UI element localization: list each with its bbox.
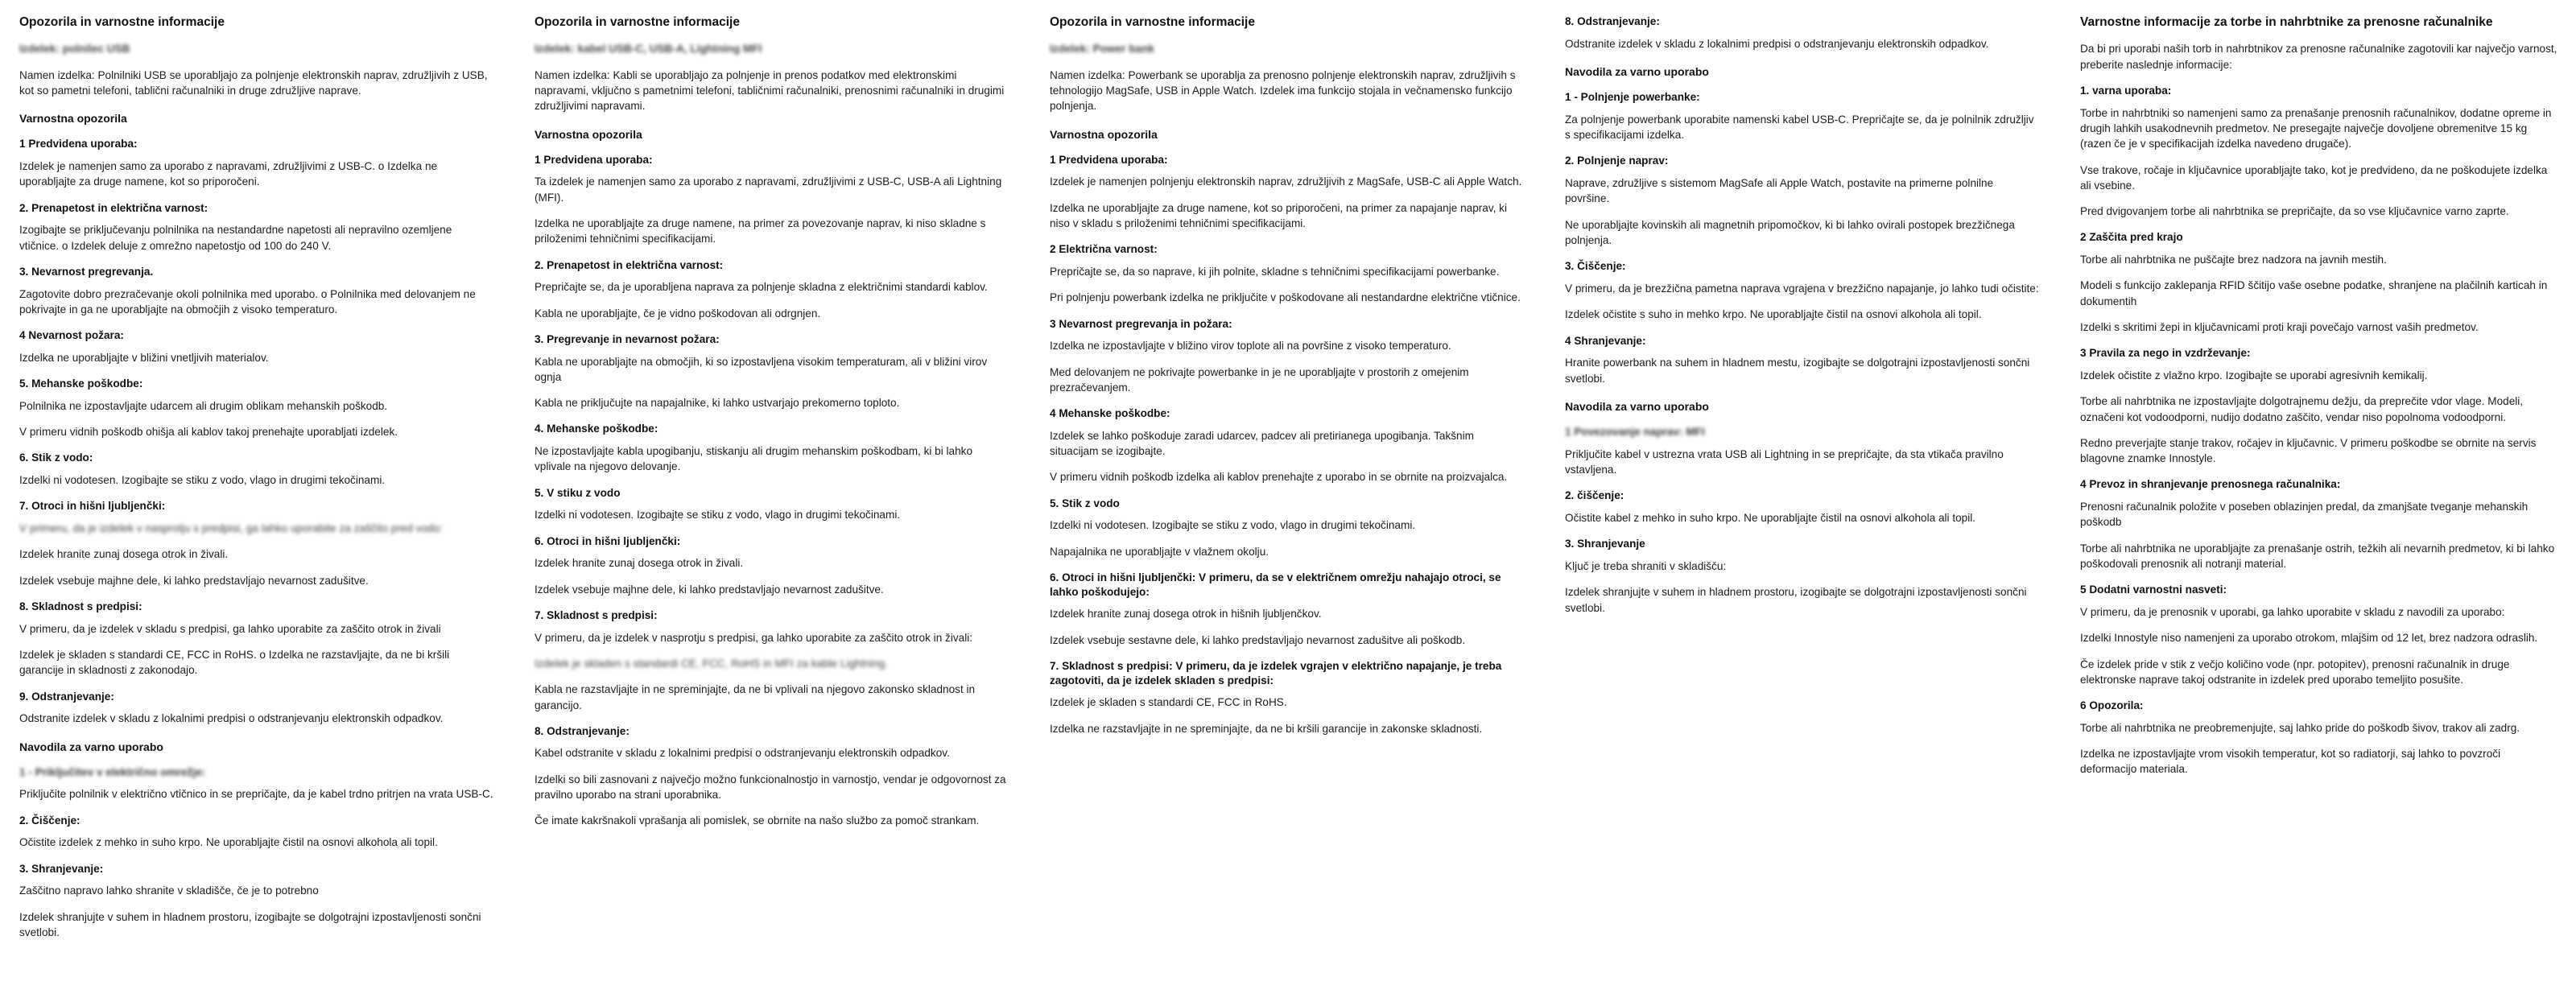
- subsection-heading: 1 - Priključitev v električno omrežje:: [19, 765, 206, 778]
- body-paragraph: Izdelki Innostyle niso namenjeni za uporabo otrokom, mlajšim od 12 let, brez nadzora odraslih.: [2080, 632, 2538, 645]
- body-paragraph: Izdelek hranite zunaj dosega otrok in hišnih ljubljenčkov.: [1050, 608, 1322, 621]
- subsection-heading: 8. Odstranjevanje:: [535, 724, 630, 737]
- subsection-heading: 2. Prenapetost in električna varnost:: [19, 201, 208, 214]
- subsection-heading: 4 Mehanske poškodbe:: [1050, 407, 1170, 420]
- subsection-heading: 5. V stiku z vodo: [535, 486, 621, 499]
- section-heading: Navodila za varno uporabo: [1565, 64, 1709, 78]
- body-paragraph: Izdelek je skladen s standardi CE, FCC, RoHS in MFI za kable Lightning.: [535, 657, 888, 670]
- subsection-heading: 1. varna uporaba:: [2080, 84, 2172, 97]
- body-paragraph: Napajalnika ne uporabljajte v vlažnem okolju.: [1050, 545, 1269, 558]
- body-paragraph: Izdelka ne izpostavljajte vrom visokih temperatur, kot so radiatorji, saj lahko to povzroči deformacijo materiala.: [2080, 748, 2501, 776]
- product-name-line: Izdelek: kabel USB-C, USB-A, Lightning MFI: [535, 43, 762, 56]
- section-heading: Varnostna opozorila: [535, 127, 642, 141]
- subsection-heading: 2. Prenapetost in električna varnost:: [535, 258, 724, 271]
- body-paragraph: Izdelka ne izpostavljajte v bližino virov toplote ali na površine z visoko temperaturo.: [1050, 340, 1451, 353]
- subsection-heading: 6. Stik z vodo:: [19, 451, 93, 464]
- body-paragraph: Izdelki ni vodotesen. Izogibajte se stiku z vodo, vlago in drugimi tekočinami.: [1050, 519, 1416, 532]
- body-paragraph: Pri polnjenju powerbank izdelka ne priključite v poškodovane ali nestandardne električne vtičnice.: [1050, 291, 1521, 304]
- body-paragraph: Kabla ne priključujte na napajalnike, ki lahko ustvarjajo prekomerno toploto.: [535, 397, 900, 410]
- body-paragraph: Priključite polnilnik v električno vtičnico in se prepričajte, da je kabel trdno pritrjen na vrata USB-C.: [19, 788, 493, 801]
- column-title: Opozorila in varnostne informacije: [19, 15, 225, 29]
- body-paragraph: Kabla ne razstavljajte in ne spreminjajte, da ne bi vplivali na njegovo zakonsko skladnost in garancijo.: [535, 683, 976, 711]
- column-bags: [2061, 14, 2576, 788]
- subsection-heading: 2 Električna varnost:: [1050, 243, 1158, 256]
- body-paragraph: Izdelek shranjujte v suhem in hladnem prostoru, izogibajte se dolgotrajni izpostavljenosti sončni svetlobi.: [19, 910, 481, 938]
- body-paragraph: Izdelek je namenjen samo za uporabo z napravami, združljivimi z USB-C. o Izdelka ne uporabljajte za druge namene, kot so priporočeni.: [19, 160, 438, 188]
- body-paragraph: Polnilnika ne izpostavljajte udarcem ali drugim oblikam mehanskih poškodb.: [19, 399, 388, 412]
- body-paragraph: Kabla ne uporabljajte na območjih, ki so izpostavljena visokim temperaturam, ali v bližini virov ognja: [535, 355, 988, 383]
- body-paragraph: Za polnjenje powerbank uporabite namenski kabel USB-C. Prepričajte se, da je polnilnik združljiv s specifikacijami izdelka.: [1565, 113, 2034, 142]
- body-paragraph: Modeli s funkcijo zaklepanja RFID ščitijo vaše osebne podatke, shranjene na plačilnih karticah in dokumentih: [2080, 279, 2548, 307]
- body-paragraph: V primeru, da je brezžična pametna naprava vgrajena v brezžično napajanje, jo lahko tudi očistite:: [1565, 282, 2039, 295]
- subsection-heading: 8. Odstranjevanje:: [1565, 15, 1660, 27]
- body-paragraph: Kabel odstranite v skladu z lokalnimi predpisi o odstranjevanju elektronskih odpadkov.: [535, 747, 950, 760]
- subsection-heading: 1 Povezovanje naprav: MFI: [1565, 426, 1705, 438]
- subsection-heading: 7. Skladnost s predpisi:: [535, 608, 658, 621]
- body-paragraph: Torbe ali nahrbtnika ne puščajte brez nadzora na javnih mestih.: [2080, 254, 2387, 266]
- body-paragraph: Izdelek očistite z vlažno krpo. Izogibajte se uporabi agresivnih kemikalij.: [2080, 369, 2428, 381]
- body-paragraph: Izdelki s skritimi žepi in ključavnicami proti kraji povečajo varnost vaših predmetov.: [2080, 320, 2479, 333]
- body-paragraph: Torbe ali nahrbtnika ne preobremenjujte, saj lahko pride do poškodb šivov, trakov ali zadrg.: [2080, 721, 2520, 734]
- body-paragraph: V primeru, da je prenosnik v uporabi, ga lahko uporabite v skladu z navodili za uporabo:: [2080, 605, 2505, 618]
- body-paragraph: Namen izdelka: Polnilniki USB se uporabljajo za polnjenje elektronskih naprav, združljivih z USB, kot so pametni telefoni, tablični računalniki in druge združljive naprave.: [19, 68, 488, 97]
- body-paragraph: Torbe ali nahrbtnika ne uporabljajte za prenašanje ostrih, težkih ali nevarnih predmetov, ki bi lahko poškodovali prenosnik ali notranji material.: [2080, 542, 2555, 570]
- body-paragraph: Izdelka ne uporabljajte za druge namene, kot so priporočeni, na primer za napajanje naprav, ki niso v skladu s priloženimi tehničnimi specifikacijami.: [1050, 201, 1508, 230]
- subsection-heading: 3. Čiščenje:: [1565, 260, 1626, 273]
- section-heading: Navodila za varno uporabo: [19, 740, 163, 753]
- subsection-heading: 9. Odstranjevanje:: [19, 690, 114, 703]
- body-paragraph: Priključite kabel v ustrezna vrata USB ali Lightning in se prepričajte, da sta vtikača pravilno vstavljena.: [1565, 447, 2004, 476]
- body-paragraph: Naprave, združljive s sistemom MagSafe ali Apple Watch, postavite na primerne polnilne površine.: [1565, 177, 1994, 205]
- product-name-line: Izdelek: polnilec USB: [19, 43, 130, 56]
- subsection-heading: 2 Zaščita pred krajo: [2080, 231, 2183, 244]
- body-paragraph: Prepričajte se, da so naprave, ki jih polnite, skladne s tehničnimi specifikacijami powerbanke.: [1050, 265, 1500, 278]
- body-paragraph: Če izdelek pride v stik z večjo količino vode (npr. potopitev), prenosni računalnik in druge elektronske naprave takoj odstranite in izdelek pred uporabo temeljito posušite.: [2080, 658, 2510, 686]
- body-paragraph: Ta izdelek je namenjen samo za uporabo z napravami, združljivimi z USB-C, USB-A ali Lightning (MFI).: [535, 175, 1002, 204]
- subsection-heading: 1 - Polnjenje powerbanke:: [1565, 91, 1700, 104]
- body-paragraph: Izdelek je namenjen polnjenju elektronskih naprav, združljivih z MagSafe, USB-C ali Apple Watch.: [1050, 175, 1522, 188]
- column-powerbank-usage: [1546, 14, 2061, 626]
- section-heading: Navodila za varno uporabo: [1565, 399, 1709, 413]
- body-paragraph: Izdelka ne razstavljajte in ne spreminjajte, da ne bi kršili garancije in zakonske skladnosti.: [1050, 722, 1483, 735]
- body-paragraph: Redno preverjajte stanje trakov, ročajev in ključavnic. V primeru poškodbe se obrnite na servis blagovne znamke Innostyle.: [2080, 436, 2537, 465]
- body-paragraph: Prenosni računalnik položite v poseben oblazinjen predal, da zmanjšate tveganje mehanskih poškodb: [2080, 501, 2529, 529]
- body-paragraph: Izdelek hranite zunaj dosega otrok in živali.: [535, 557, 744, 570]
- subsection-heading: 3. Pregrevanje in nevarnost požara:: [535, 332, 720, 345]
- column-title: Opozorila in varnostne informacije: [1050, 15, 1255, 29]
- body-paragraph: Izdelek očistite s suho in mehko krpo. Ne uporabljajte čistil na osnovi alkohola ali topil.: [1565, 308, 1982, 321]
- body-paragraph: Izdelek vsebuje sestavne dele, ki lahko predstavljajo nevarnost zadušitve ali poškodb.: [1050, 633, 1466, 646]
- body-paragraph: Izdelek je skladen s standardi CE, FCC in RoHS. o Izdelka ne razstavljajte, da ne bi kršili garancije in skladnosti z zakonodajo.: [19, 648, 450, 677]
- subsection-heading: 1 Predvidena uporaba:: [19, 138, 138, 150]
- column-powerbank: [1030, 14, 1546, 747]
- body-paragraph: Izdelek vsebuje majhne dele, ki lahko predstavljajo nevarnost zadušitve.: [19, 574, 369, 587]
- subsection-heading: 8. Skladnost s predpisi:: [19, 600, 142, 613]
- subsection-heading: 3 Pravila za nego in vzdrževanje:: [2080, 347, 2251, 360]
- body-paragraph: Med delovanjem ne pokrivajte powerbanke in je ne uporabljajte v prostorih z omejenim prezračevanjem.: [1050, 365, 1469, 394]
- subsection-heading: 6. Otroci in hišni ljubljenčki: V primeru, da se v električnem omrežju nahajajo otroci, se lahko poškodujejo:: [1050, 571, 1501, 598]
- body-paragraph: Če imate kakršnakoli vprašanja ali pomislek, se obrnite na našo službo za pomoč strankam.: [535, 814, 980, 827]
- body-paragraph: Odstranite izdelek v skladu z lokalnimi predpisi o odstranjevanju elektronskih odpadkov.: [19, 712, 444, 725]
- subsection-heading: 4 Prevoz in shranjevanje prenosnega računalnika:: [2080, 478, 2341, 491]
- body-paragraph: V primeru vidnih poškodb ohišja ali kablov takoj prenehajte uporabljati izdelek.: [19, 426, 398, 439]
- body-paragraph: Zagotovite dobro prezračevanje okoli polnilnika med uporabo. o Polnilnika med delovanjem ne pokrivajte in ga ne uporabljajte na območjih z visoko temperaturo.: [19, 287, 476, 315]
- column-cable: [515, 14, 1030, 839]
- body-paragraph: Hranite powerbank na suhem in hladnem mestu, izogibajte se dolgotrajni izpostavljenosti sončni svetlobi.: [1565, 357, 2030, 385]
- subsection-heading: 7. Skladnost s predpisi: V primeru, da je izdelek vgrajen v električno napajanje, je treba zagotoviti, da je izdelek skladen s predpisi:: [1050, 659, 1502, 686]
- body-paragraph: V primeru, da je izdelek v skladu s predpisi, ga lahko uporabite za zaščito otrok in živali: [19, 622, 441, 635]
- body-paragraph: Ne uporabljajte kovinskih ali magnetnih pripomočkov, ki bi lahko ovirali postopek brezžičnega polnjenja.: [1565, 218, 2015, 246]
- subsection-heading: 6 Opozorila:: [2080, 699, 2144, 712]
- body-paragraph: Da bi pri uporabi naših torb in nahrbtnikov za prenosne računalnike zagotovili kar največjo varnost, preberite naslednje informacije:: [2080, 43, 2557, 71]
- subsection-heading: 3. Nevarnost pregrevanja.: [19, 265, 154, 278]
- body-paragraph: Ne izpostavljajte kabla upogibanju, stiskanju ali drugim mehanskim poškodbam, ki bi lahko vplivale na njegovo delovanje.: [535, 445, 973, 473]
- subsection-heading: 3 Nevarnost pregrevanja in požara:: [1050, 317, 1232, 330]
- body-paragraph: Očistite izdelek z mehko in suho krpo. Ne uporabljajte čistil na osnovi alkohola ali topil.: [19, 836, 438, 849]
- body-paragraph: Izdelki ni vodotesen. Izogibajte se stiku z vodo, vlago in drugimi tekočinami.: [19, 474, 386, 487]
- subsection-heading: 7. Otroci in hišni ljubljenčki:: [19, 500, 166, 513]
- subsection-heading: 4. Mehanske poškodbe:: [535, 423, 658, 435]
- section-heading: Varnostna opozorila: [1050, 127, 1158, 141]
- subsection-heading: 1 Predvidena uporaba:: [1050, 153, 1168, 166]
- body-paragraph: Kabla ne uporabljajte, če je vidno poškodovan ali odrgnjen.: [535, 307, 821, 320]
- body-paragraph: Izdelki so bili zasnovani z največjo možno funkcionalnostjo in varnostjo, vendar je odgovornost za pravilno uporabo na strani uporabnika.: [535, 773, 1006, 802]
- body-paragraph: Namen izdelka: Kabli se uporabljajo za polnjenje in prenos podatkov med elektronskimi napravami, vključno s pametnimi telefoni, tabličnimi računalniki, prenosnimi računalniki in drugimi združljivimi napravami.: [535, 68, 1005, 113]
- body-paragraph: Zaščitno napravo lahko shranite v skladišče, če je to potrebno: [19, 884, 319, 897]
- body-paragraph: Izdelka ne uporabljajte za druge namene, na primer za povezovanje naprav, ki niso skladne s priloženimi tehničnimi specifikacijami.: [535, 217, 986, 245]
- column-title: Varnostne informacije za torbe in nahrbtnike za prenosne računalnike: [2080, 15, 2493, 29]
- body-paragraph: V primeru, da je izdelek v nasprotju s predpisi, ga lahko uporabite za zaščito pred vodo:: [19, 522, 443, 535]
- subsection-heading: 2. čiščenje:: [1565, 489, 1624, 502]
- body-paragraph: Izogibajte se priključevanju polnilnika na nestandardne napetosti ali nepravilno ozemljene vtičnice. o Izdelek deluje z omrežno napetostjo od 100 do 240 V.: [19, 224, 452, 252]
- body-paragraph: Pred dvigovanjem torbe ali nahrbtnika se prepričajte, da so vse ključavnice varno zaprte.: [2080, 205, 2509, 218]
- body-paragraph: V primeru vidnih poškodb izdelka ali kablov prenehajte z uporabo in se obrnite na proizvajalca.: [1050, 471, 1508, 484]
- subsection-heading: 1 Predvidena uporaba:: [535, 153, 653, 166]
- subsection-heading: 5. Stik z vodo: [1050, 497, 1120, 509]
- subsection-heading: 5. Mehanske poškodbe:: [19, 377, 143, 390]
- subsection-heading: 3. Shranjevanje: [1565, 538, 1645, 550]
- subsection-heading: 6. Otroci in hišni ljubljenčki:: [535, 534, 681, 547]
- section-heading: Varnostna opozorila: [19, 112, 127, 126]
- column-title: Opozorila in varnostne informacije: [535, 15, 740, 29]
- body-paragraph: V primeru, da je izdelek v nasprotju s predpisi, ga lahko uporabite za zaščito otrok in živali:: [535, 631, 973, 644]
- body-paragraph: Ključ je treba shraniti v skladišču:: [1565, 559, 1727, 572]
- body-paragraph: Izdelek hranite zunaj dosega otrok in živali.: [19, 548, 229, 561]
- product-name-line: Izdelek: Power bank: [1050, 43, 1154, 56]
- body-paragraph: Izdelka ne uporabljajte v bližini vnetljivih materialov.: [19, 351, 269, 364]
- body-paragraph: Prepričajte se, da je uporabljena naprava za polnjenje skladna z električnimi standardi kablov.: [535, 281, 988, 294]
- body-paragraph: Izdelek vsebuje majhne dele, ki lahko predstavljajo nevarnost zadušitve.: [535, 583, 884, 596]
- body-paragraph: Torbe in nahrbtniki so namenjeni samo za prenašanje prenosnih računalnikov, dodatne opreme in drugih lahkih usakodnevnih predmetov. Ne presegajte največje dovoljene obremenitve 15 kg (razen če je v specifikacijah izdelka navedeno drugače).: [2080, 106, 2552, 150]
- subsection-heading: 2. Čiščenje:: [19, 814, 80, 827]
- subsection-heading: 3. Shranjevanje:: [19, 862, 104, 875]
- body-paragraph: Torbe ali nahrbtnika ne izpostavljajte dolgotrajnemu dežju, da preprečite vdor vlage. Modeli, označeni kot vodoodporni, nudijo dodatno zaščito, vendar niso popolnoma vodoodporni.: [2080, 395, 2524, 423]
- body-paragraph: Izdelki ni vodotesen. Izogibajte se stiku z vodo, vlago in drugimi tekočinami.: [535, 509, 901, 522]
- subsection-heading: 4 Shranjevanje:: [1565, 334, 1646, 347]
- body-paragraph: Izdelek shranjujte v suhem in hladnem prostoru, izogibajte se dolgotrajni izpostavljenosti sončni svetlobi.: [1565, 586, 2027, 614]
- subsection-heading: 2. Polnjenje naprav:: [1565, 155, 1669, 167]
- subsection-heading: 5 Dodatni varnostni nasveti:: [2080, 583, 2227, 596]
- body-paragraph: Odstranite izdelek v skladu z lokalnimi predpisi o odstranjevanju elektronskih odpadkov.: [1565, 37, 1989, 50]
- subsection-heading: 4 Nevarnost požara:: [19, 329, 124, 342]
- body-paragraph: Izdelek je skladen s standardi CE, FCC in RoHS.: [1050, 696, 1287, 709]
- body-paragraph: Izdelek se lahko poškoduje zaradi udarcev, padcev ali pretirianega upogibanja. Takšnim situacijam se izogibajte.: [1050, 429, 1474, 458]
- body-paragraph: Vse trakove, ročaje in ključavnice uporabljajte tako, kot je predvideno, da ne poškodujete izdelka ali vsebine.: [2080, 163, 2548, 192]
- body-paragraph: Očistite kabel z mehko in suho krpo. Ne uporabljajte čistil na osnovi alkohola ali topil.: [1565, 511, 1976, 524]
- body-paragraph: Namen izdelka: Powerbank se uporablja za prenosno polnjenje elektronskih naprav, združljivih s tehnologijo MagSafe, USB in Apple Watch. Izdelek ima funkcijo stojala in večnamensko funkcijo polnjenja.: [1050, 68, 1516, 113]
- column-charger: [0, 14, 515, 950]
